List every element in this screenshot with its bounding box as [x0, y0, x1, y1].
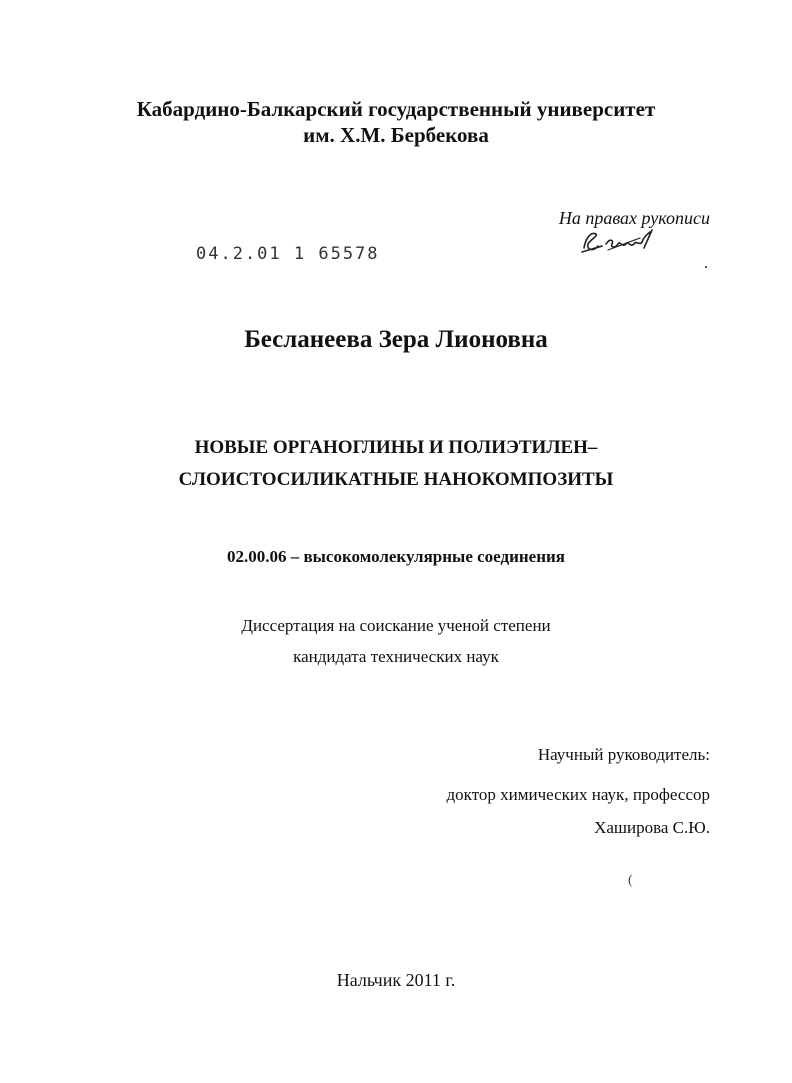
supervisor-degree: доктор химических наук, профессор [446, 785, 710, 804]
degree-line-1: Диссертация на соискание ученой степени [241, 616, 551, 635]
specialty-code: 02.00.06 – высокомолекулярные соединения [226, 547, 566, 566]
scan-mark: ( [628, 873, 633, 888]
degree-line-2: кандидата технических наук [293, 647, 499, 666]
title-line-2: СЛОИСТОСИЛИКАТНЫЕ НАНОКОМПОЗИТЫ [178, 469, 614, 490]
university-heading [0, 96, 792, 148]
scan-speck [705, 266, 707, 268]
dissertation-degree [0, 610, 792, 672]
archive-stamp-number: 04.2.01 1 65578 [196, 244, 380, 264]
author-name: Бесланеева Зера Лионовна [244, 326, 548, 353]
supervisor-name: Хаширова С.Ю. [594, 818, 710, 837]
city-year: Нальчик 2011 г. [336, 970, 456, 990]
university-named-after: им. Х.М. Бербекова [303, 123, 489, 147]
dissertation-title [0, 432, 792, 496]
title-line-1: НОВЫЕ ОРГАНОГЛИНЫ И ПОЛИЭТИЛЕН– [194, 437, 598, 458]
supervisor-label: Научный руководитель: [537, 745, 710, 764]
university-name: Кабардино-Балкарский государственный университет [136, 97, 656, 121]
manuscript-note: На правах рукописи [558, 208, 710, 228]
handwritten-signature [578, 226, 658, 260]
